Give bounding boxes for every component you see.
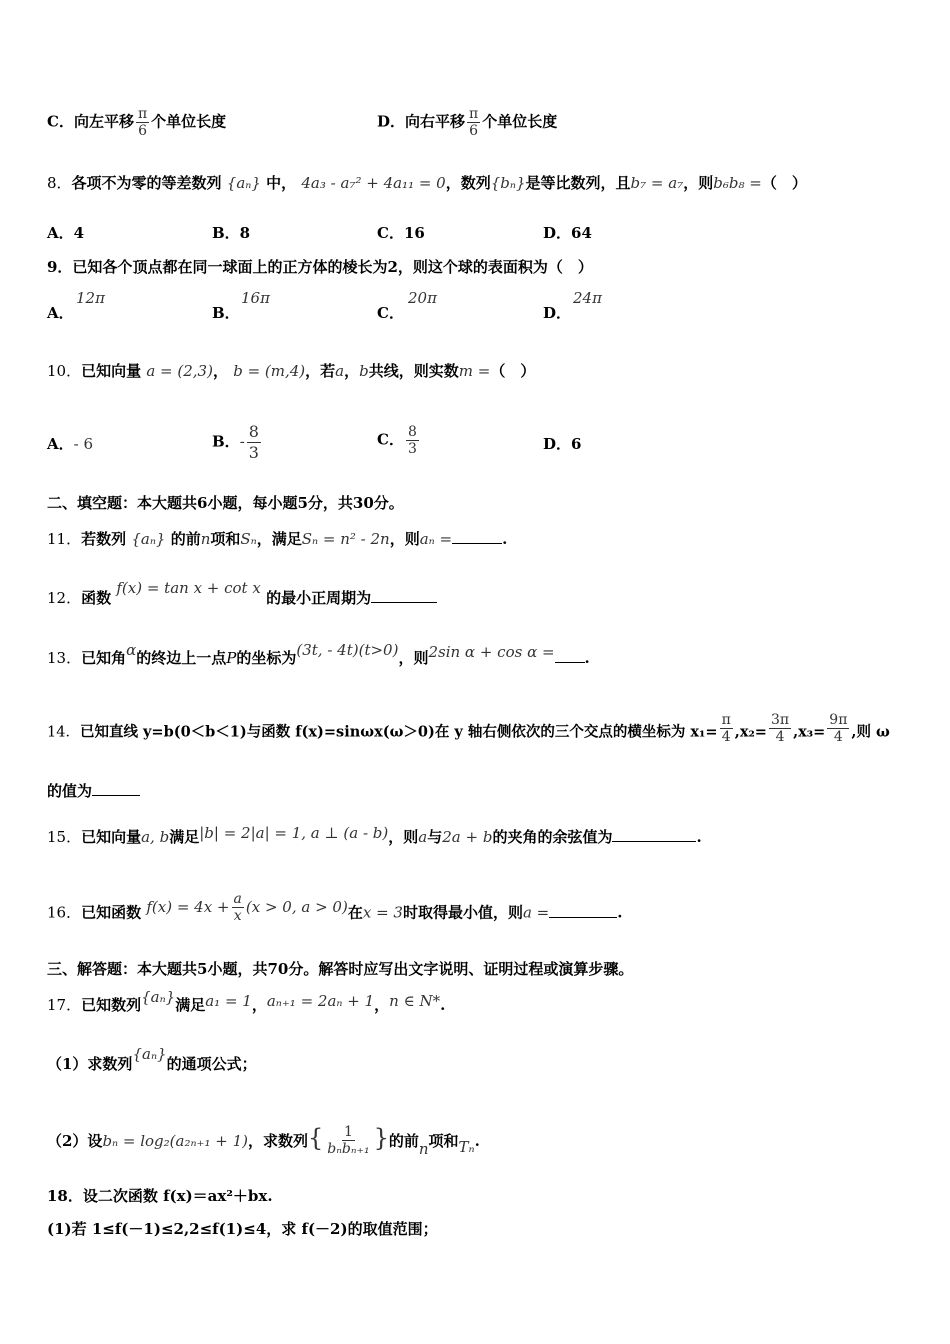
question-16: 16．已知函数 f(x) = 4x + $\frac{a}{x}$ (x > 0, a > 0)在x = 3时取得最小值，则a = . bbox=[47, 891, 623, 924]
reciprocal-fraction: $\frac{1}{\text{bₙbₙ₊₁}}$ bbox=[327, 1123, 370, 1157]
question-14: 14．已知直线 y=b(0＜b＜1)与函数 f(x)=sinωx(ω＞0)在 y 轴右侧依次的三个交点的横坐标为 x₁= $\frac{\pi}{4}$ ,x₂= $\frac{3\pi}{4}$ ,x₃= $\frac{9\pi}{4}$ ,则 ω bbox=[47, 712, 890, 745]
answer-blank[interactable] bbox=[555, 648, 585, 663]
fraction-x1: $\frac{\pi}{4}$ bbox=[721, 712, 731, 745]
eight-thirds-fraction: $\frac{8}{3}$ bbox=[248, 422, 259, 462]
question-18: 18．设二次函数 f(x)＝ax²＋bx. bbox=[47, 1187, 273, 1205]
question-14-continued: 的值为 bbox=[47, 780, 140, 801]
section-2-heading: 二、填空题：本大题共6小题，每小题5分，共30分。 bbox=[47, 494, 404, 512]
q10-option-a: A．- 6 bbox=[47, 435, 94, 453]
q9-option-b-label: B． bbox=[212, 304, 240, 322]
q8-option-b: B．8 bbox=[212, 224, 251, 242]
answer-blank[interactable] bbox=[549, 903, 617, 918]
fraction-x3: $\frac{9\pi}{4}$ bbox=[829, 712, 848, 745]
pi-over-6-fraction: $\frac{\pi}{6}$ bbox=[137, 106, 148, 139]
question-15: 15．已知向量a, b满足|b| = 2|a| = 1, a ⊥ (a - b)，则a与2a + b的夹角的余弦值为 . bbox=[47, 824, 702, 846]
question-17: 17．已知数列{aₙ}满足a₁ = 1，aₙ₊₁ = 2aₙ + 1，n ∈ N*. bbox=[47, 988, 446, 1014]
fraction-x2: $\frac{3\pi}{4}$ bbox=[770, 712, 790, 745]
answer-blank[interactable] bbox=[92, 781, 140, 796]
q8-option-a: A．4 bbox=[47, 224, 85, 242]
q9-option-d-value: 24π bbox=[573, 289, 602, 307]
q10-option-b: B．- $\frac{8}{3}$ bbox=[212, 422, 259, 462]
answer-blank[interactable] bbox=[371, 588, 437, 603]
q9-option-b-value: 16π bbox=[241, 289, 270, 307]
eight-thirds-fraction: $\frac{8}{3}$ bbox=[407, 424, 417, 457]
answer-blank[interactable] bbox=[612, 827, 696, 842]
answer-blank[interactable] bbox=[452, 529, 502, 544]
q10-option-c: C． $\frac{8}{3}$ bbox=[377, 424, 417, 457]
section-3-heading: 三、解答题：本大题共5小题，共70分。解答时应写出文字说明、证明过程或演算步骤。 bbox=[47, 960, 634, 978]
question-17-part-2: （2）设bₙ = log₂(a₂ₙ₊₁ + 1)，求数列{ $\frac{1}{\text{bₙbₙ₊₁}}$ }的前n项和Tₙ. bbox=[47, 1123, 480, 1158]
question-9: 9．已知各个顶点都在同一球面上的正方体的棱长为2，则这个球的表面积为（ ） bbox=[47, 258, 593, 276]
question-18-part-1: (1)若 1≤f(－1)≤2,2≤f(1)≤4，求 f(－2)的取值范围； bbox=[47, 1220, 438, 1238]
q9-option-d-label: D． bbox=[543, 304, 572, 322]
q8-option-c: C．16 bbox=[377, 224, 425, 242]
q9-option-c-value: 20π bbox=[408, 289, 437, 307]
q10-option-d: D．6 bbox=[543, 435, 582, 453]
q9-option-a-label: A． bbox=[47, 304, 74, 322]
q7-option-d: D．向右平移 $\frac{\pi}{6}$ 个单位长度 bbox=[377, 106, 558, 139]
question-8: 8．各项不为零的等差数列 {aₙ} 中， 4a₃ - a₇² + 4a₁₁ = 0，数列{bₙ}是等比数列，且b₇ = a₇，则b₆b₈ =（ ） bbox=[47, 174, 807, 192]
q8-option-d: D．64 bbox=[543, 224, 592, 242]
a-over-x-fraction: $\frac{a}{x}$ bbox=[233, 891, 242, 924]
question-17-part-1: （1）求数列{aₙ}的通项公式； bbox=[47, 1045, 257, 1073]
question-11: 11．若数列 {aₙ} 的前n项和Sₙ，满足Sₙ = n² - 2n，则aₙ = . bbox=[47, 530, 508, 548]
question-12: 12．函数 f(x) = tan x + cot x 的最小正周期为 bbox=[47, 587, 437, 608]
q9-option-a-value: 12π bbox=[76, 289, 105, 307]
question-10: 10．已知向量 a = (2,3)， b = (m,4)，若a，b共线，则实数m =（ ） bbox=[47, 362, 536, 380]
pi-over-6-fraction: $\frac{\pi}{6}$ bbox=[469, 106, 479, 139]
q7-option-c: C．向左平移 $\frac{\pi}{6}$ 个单位长度 bbox=[47, 106, 227, 139]
question-13: 13．已知角α的终边上一点P的坐标为(3t, - 4t)(t>0)，则2sin α + cos α = . bbox=[47, 641, 590, 667]
q9-option-c-label: C． bbox=[377, 304, 404, 322]
